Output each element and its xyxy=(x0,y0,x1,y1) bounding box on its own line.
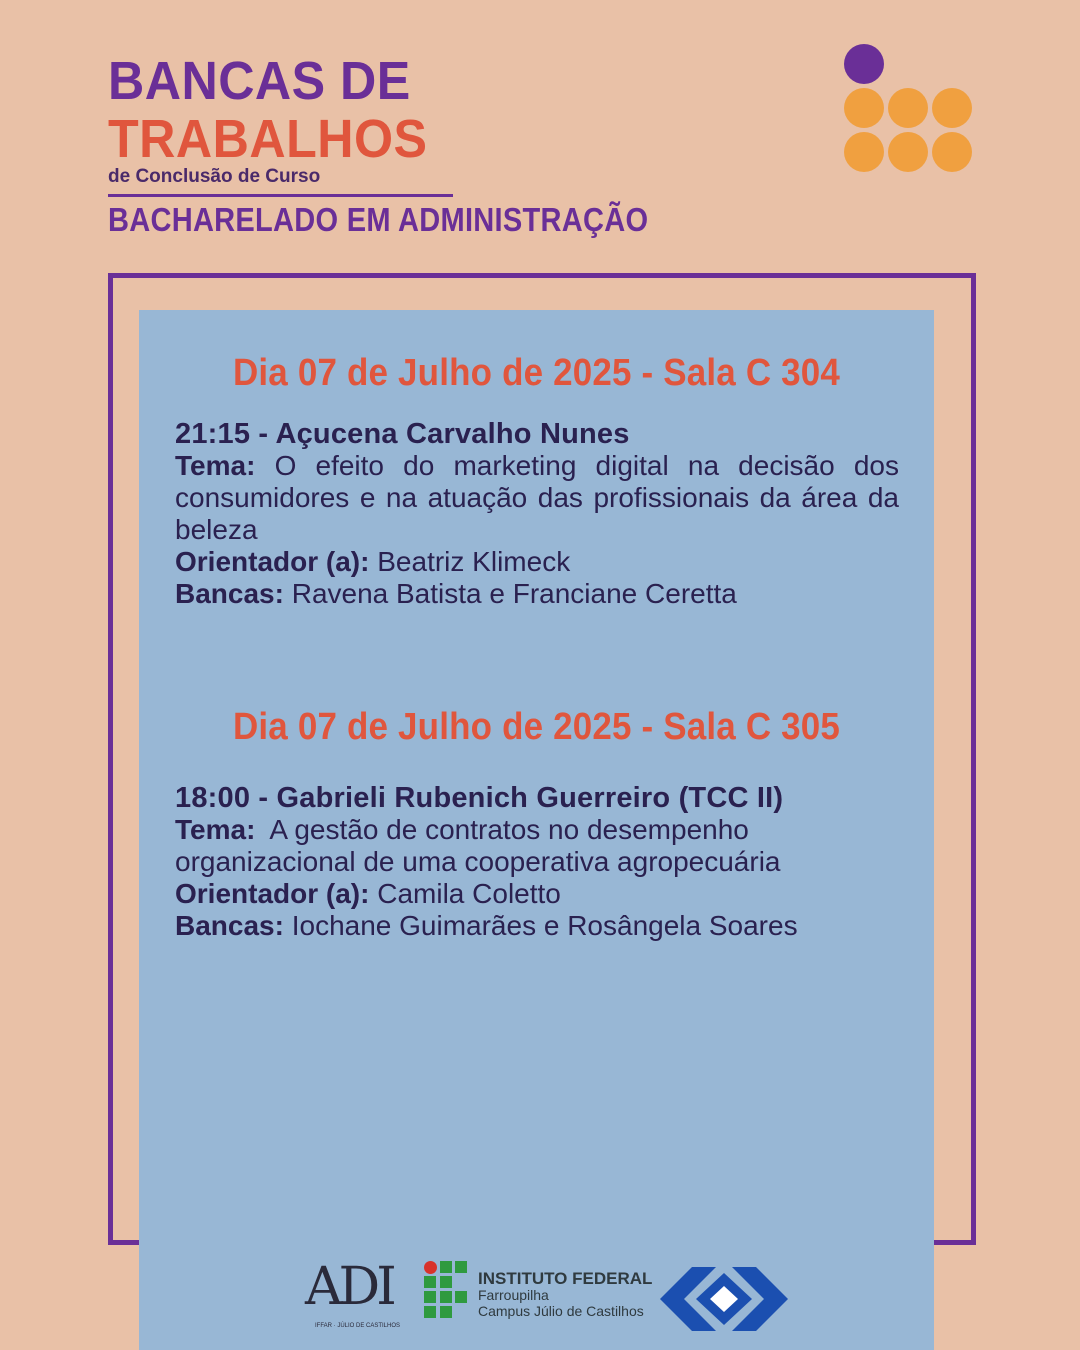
blue-diamond-logo-icon xyxy=(660,1267,788,1331)
session-2-time-student: 18:00 - Gabrieli Rubenich Guerreiro (TCC II) xyxy=(175,782,784,814)
session-2-bancas xyxy=(175,910,899,942)
session-2-entry xyxy=(175,782,899,942)
bancas-names: Iochane Guimarães e Rosângela Soares xyxy=(291,910,798,941)
session-2-orientador xyxy=(175,878,899,910)
if-line-2: Farroupilha xyxy=(478,1287,549,1303)
tema-text: O efeito do marketing digital na decisão dos consumidores e na atuação das profissionais da área da beleza xyxy=(175,450,899,545)
session-2-tema xyxy=(175,814,815,878)
session-2-day: Dia 07 de Julho de 2025 - Sala C 305 xyxy=(232,706,841,748)
adi-logo-sub: IFFAR · JÚLIO DE CASTILHOS xyxy=(315,1323,401,1329)
session-1-day: Dia 07 de Julho de 2025 - Sala C 304 xyxy=(232,352,841,394)
orientador-name: Camila Coletto xyxy=(377,878,561,909)
subtitle: de Conclusão de Curso xyxy=(108,166,321,187)
dots-decoration-icon xyxy=(842,42,976,176)
adi-logo-mark: ADI xyxy=(305,1257,393,1317)
orientador-label: Orientador (a): xyxy=(175,878,370,909)
bancas-label: Bancas: xyxy=(175,910,284,941)
orientador-name: Beatriz Klimeck xyxy=(377,546,571,577)
tema-text: A gestão de contratos no desempenho organizacional de uma cooperativa agropecuária xyxy=(175,814,781,877)
header-divider xyxy=(108,194,453,197)
session-1-entry xyxy=(175,418,899,610)
session-1-bancas xyxy=(175,578,899,610)
session-1-orientador xyxy=(175,546,899,578)
adi-logo-icon xyxy=(305,1257,405,1333)
header xyxy=(108,52,722,239)
bancas-label: Bancas: xyxy=(175,578,284,609)
session-1-tema xyxy=(175,450,899,546)
tema-label: Tema: xyxy=(175,814,256,845)
title-line-1: BANCAS DE xyxy=(108,51,411,111)
course-title: BACHARELADO EM ADMINISTRAÇÃO xyxy=(108,201,649,238)
instituto-federal-logo-icon xyxy=(424,1261,470,1319)
bancas-names: Ravena Batista e Franciane Ceretta xyxy=(291,578,737,609)
tema-label: Tema: xyxy=(175,450,256,481)
footer-logos xyxy=(300,1255,800,1335)
orientador-label: Orientador (a): xyxy=(175,546,370,577)
title-line-2: TRABALHOS xyxy=(108,109,428,169)
instituto-federal-text xyxy=(478,1271,652,1319)
if-line-3: Campus Júlio de Castilhos xyxy=(478,1303,644,1319)
schedule-card xyxy=(139,310,934,1350)
if-title: INSTITUTO FEDERAL xyxy=(478,1269,653,1288)
session-1-time-student: 21:15 - Açucena Carvalho Nunes xyxy=(175,418,630,450)
